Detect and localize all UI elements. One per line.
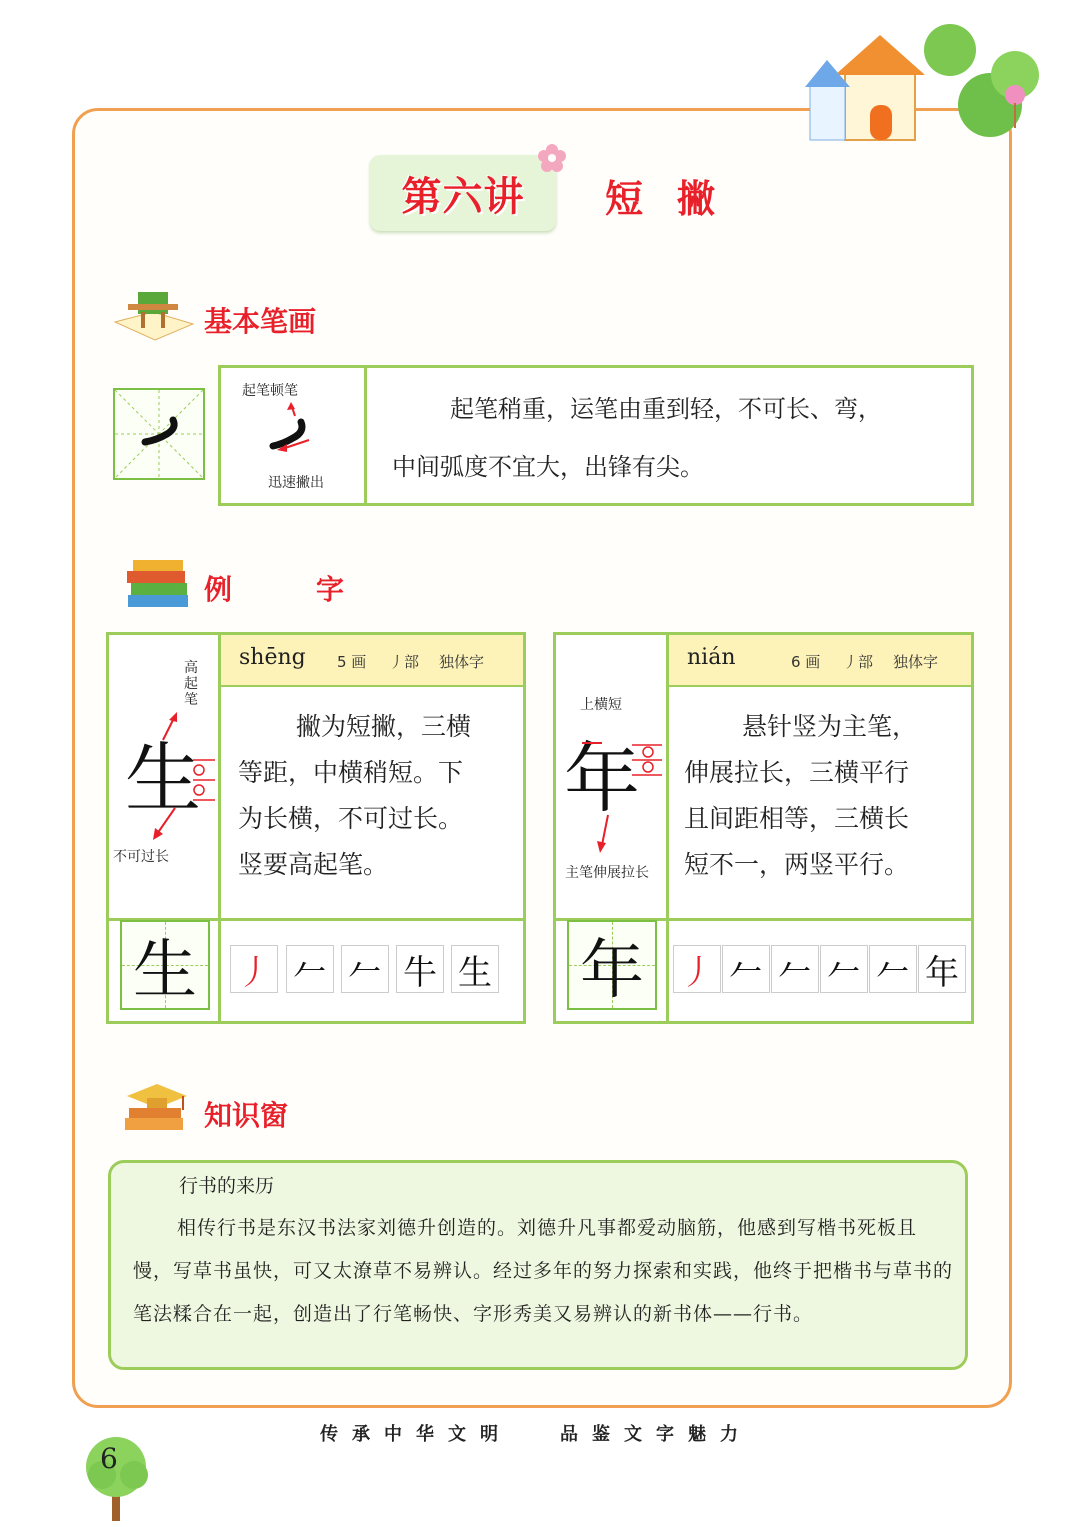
stroke-step: 𠂉 (286, 945, 334, 993)
lesson-number: 第六讲 (401, 173, 525, 220)
stroke-step: 𠂉 (722, 945, 770, 993)
section-title-knowledge: 知识窗 (204, 1099, 289, 1132)
example-diagram-sheng (115, 710, 215, 845)
example-text-line: 等距，中横稍短。下 (238, 758, 464, 787)
example-text-line: 悬针竖为主笔， (742, 712, 918, 741)
knowledge-body: 相传行书是东汉书法家刘德升创造的。刘德升凡事都爱动脑筋，他感到写楷书死板且慢，写草书虽快，可又太潦草不易辨认。经过多年的努力探索和实践，他终于把楷书与草书的笔法糅合在一起，创造出了行笔畅快、字形秀美又易辨认的新书体——行书。 (133, 1217, 954, 1325)
example-text-line: 撇为短撇，三横 (296, 712, 472, 741)
stroke-description-line2: 中间弧度不宜大，出锋有尖。 (392, 453, 704, 481)
example-diagram-nian (562, 715, 666, 855)
note-bottom: 不可过长 (113, 849, 169, 865)
knowledge-title: 行书的来历 (179, 1175, 275, 1197)
radical: 丿部 (843, 653, 874, 671)
stroke-step: 𠂉 (341, 945, 389, 993)
stroke-step: 𠂉 (820, 945, 868, 993)
stroke-step: 丿 (673, 945, 721, 993)
stroke-diagram (265, 400, 325, 460)
footer-slogan-left: 传承中华文明 (320, 1424, 512, 1445)
knowledge-box (108, 1160, 968, 1370)
note-top: 上横短 (580, 697, 622, 713)
section-title-example-chars: 例 字 (204, 573, 373, 606)
tree-icon (82, 1435, 154, 1523)
lesson-title: 短撇 (605, 177, 750, 221)
section-title-basic-stroke: 基本笔画 (204, 305, 317, 338)
char-grid (567, 920, 657, 1010)
pinyin: shēng (239, 645, 306, 670)
stroke-step: 𠂉 (869, 945, 917, 993)
stroke-step: 𠂉 (771, 945, 819, 993)
example-text-line: 且间距相等，三横长 (684, 804, 910, 833)
stroke-start-label: 起笔顿笔 (242, 383, 298, 399)
stroke-end-label: 迅速撇出 (268, 475, 324, 491)
example-text-line: 短不一，两竖平行。 (684, 850, 910, 879)
desk-icon (113, 282, 195, 344)
svg-text:生: 生 (125, 734, 201, 823)
stroke-step: 丿 (230, 945, 278, 993)
page-number: 6 (100, 1442, 118, 1475)
footer-slogan-right: 品鉴文字魅力 (560, 1424, 752, 1445)
stroke-step: 年 (918, 945, 966, 993)
example-text-line: 伸展拉长，三横平行 (684, 758, 910, 787)
char: 生 (133, 934, 197, 1008)
pinyin-bar (669, 635, 971, 687)
stroke-step: 生 (451, 945, 499, 993)
note-top: 高起笔 (184, 660, 198, 708)
books-icon (123, 555, 195, 617)
char: 年 (580, 934, 644, 1008)
example-card-divider (666, 635, 669, 1021)
stroke-grid (113, 388, 205, 480)
char-type: 独体字 (439, 653, 485, 671)
pinyin: nián (687, 645, 736, 670)
flower-icon (537, 143, 567, 173)
house-illustration (790, 15, 1040, 145)
example-text-line: 为长横，不可过长。 (238, 804, 464, 833)
stroke-box-divider (364, 368, 367, 503)
svg-text:年: 年 (564, 734, 640, 823)
pinyin-bar (221, 635, 523, 687)
graduation-cap-icon (117, 1078, 191, 1144)
stroke-step: 牛 (396, 945, 444, 993)
example-text (684, 704, 959, 888)
stroke-count: 5 画 (337, 653, 367, 671)
stroke-description (392, 380, 952, 496)
char-type: 独体字 (893, 653, 939, 671)
note-bottom: 主笔伸展拉长 (565, 865, 649, 881)
lesson-number-badge (370, 155, 556, 231)
example-card-divider (218, 635, 221, 1021)
stroke-count: 6 画 (791, 653, 821, 671)
example-text-line: 竖要高起笔。 (238, 850, 389, 879)
radical: 丿部 (389, 653, 420, 671)
stroke-description-line1: 起笔稍重，运笔由重到轻，不可长、弯， (450, 395, 882, 423)
example-text (238, 704, 508, 888)
char-grid (120, 920, 210, 1010)
